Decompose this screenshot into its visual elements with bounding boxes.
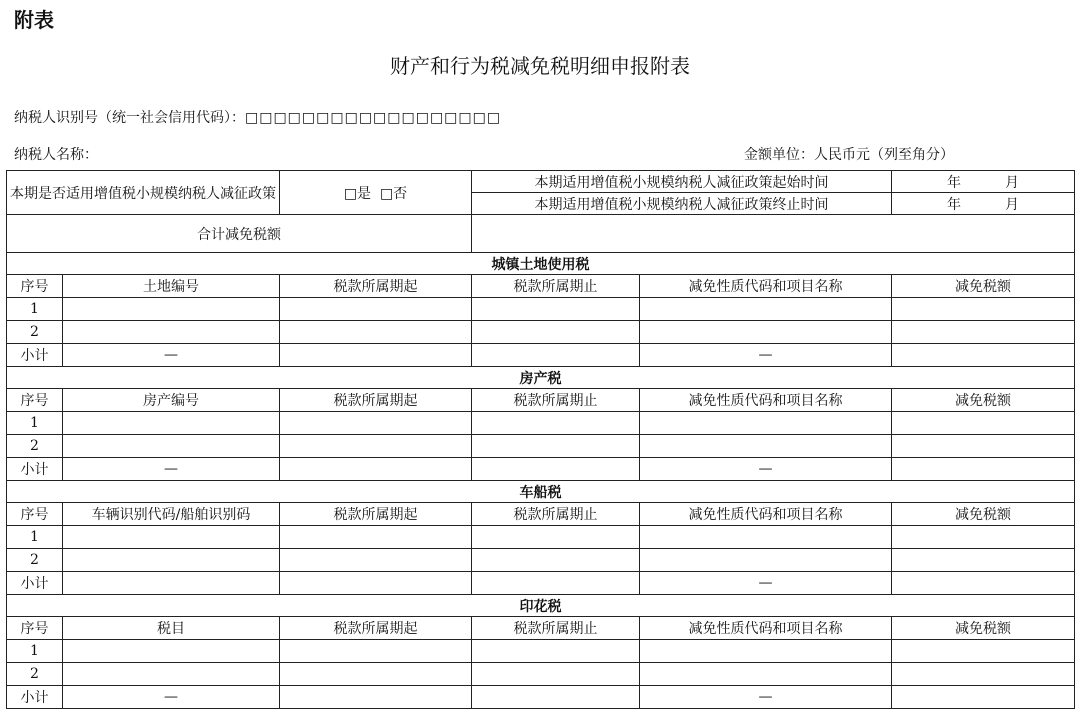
policy-end-date[interactable] bbox=[892, 193, 1075, 215]
subtotal-row bbox=[7, 686, 1075, 709]
policy-question: 本期是否适用增值税小规模纳税人减征政策 bbox=[7, 171, 280, 215]
subtotal-label: 小计 bbox=[7, 572, 63, 595]
input-cell bbox=[63, 572, 280, 595]
column-header: 税款所属期起 bbox=[280, 617, 472, 640]
column-header: 减免性质代码和项目名称 bbox=[640, 617, 892, 640]
input-cell[interactable] bbox=[640, 412, 892, 435]
input-cell[interactable] bbox=[640, 526, 892, 549]
column-header: 减免税额 bbox=[892, 503, 1075, 526]
table-row bbox=[7, 412, 1075, 435]
input-cell[interactable] bbox=[63, 412, 280, 435]
input-cell[interactable] bbox=[892, 435, 1075, 458]
table-row bbox=[7, 640, 1075, 663]
section-title: 城镇土地使用税 bbox=[7, 253, 1075, 275]
year-label: 年 bbox=[947, 196, 961, 213]
table-row bbox=[7, 663, 1075, 686]
column-header: 序号 bbox=[7, 275, 63, 298]
month-label: 月 bbox=[1005, 196, 1019, 213]
input-cell[interactable] bbox=[892, 663, 1075, 686]
input-cell[interactable] bbox=[280, 298, 472, 321]
input-cell[interactable] bbox=[280, 663, 472, 686]
section-header-row bbox=[7, 617, 1075, 640]
subtotal-label: 小计 bbox=[7, 686, 63, 709]
input-cell[interactable] bbox=[280, 572, 472, 595]
subtotal-label: 小计 bbox=[7, 458, 63, 481]
section-header-row bbox=[7, 503, 1075, 526]
policy-end-label: 本期适用增值税小规模纳税人减征政策终止时间 bbox=[472, 193, 892, 215]
input-cell[interactable] bbox=[472, 526, 640, 549]
section-title-row bbox=[7, 481, 1075, 503]
section-title: 房产税 bbox=[7, 367, 1075, 389]
dash-cell: — bbox=[640, 458, 892, 481]
section-header-row bbox=[7, 389, 1075, 412]
table-row bbox=[7, 298, 1075, 321]
dash-cell: — bbox=[640, 344, 892, 367]
policy-options bbox=[280, 171, 472, 215]
table-row bbox=[7, 321, 1075, 344]
input-cell[interactable] bbox=[640, 321, 892, 344]
section-title: 印花税 bbox=[7, 595, 1075, 617]
input-cell[interactable] bbox=[472, 435, 640, 458]
taxpayer-id-boxes[interactable]: □□□□□□□□□□□□□□□□□□ bbox=[245, 110, 502, 126]
policy-yes-checkbox[interactable]: □是 bbox=[343, 185, 372, 202]
input-cell[interactable] bbox=[280, 458, 472, 481]
input-cell[interactable] bbox=[472, 549, 640, 572]
dash-cell: — bbox=[63, 458, 280, 481]
column-header: 减免税额 bbox=[892, 275, 1075, 298]
input-cell[interactable] bbox=[472, 321, 640, 344]
column-header: 税款所属期起 bbox=[280, 503, 472, 526]
row-number: 2 bbox=[7, 549, 63, 572]
input-cell[interactable] bbox=[472, 686, 640, 709]
input-cell[interactable] bbox=[472, 412, 640, 435]
taxpayer-name-label: 纳税人名称： bbox=[14, 147, 98, 163]
input-cell[interactable] bbox=[892, 412, 1075, 435]
section-header-row bbox=[7, 275, 1075, 298]
policy-start-date[interactable] bbox=[892, 171, 1075, 193]
row-number: 1 bbox=[7, 298, 63, 321]
input-cell[interactable] bbox=[640, 640, 892, 663]
input-cell[interactable] bbox=[280, 435, 472, 458]
column-header: 税款所属期起 bbox=[280, 389, 472, 412]
column-header: 税目 bbox=[63, 617, 280, 640]
column-header: 税款所属期止 bbox=[472, 275, 640, 298]
subtotal-amount[interactable] bbox=[892, 572, 1075, 595]
input-cell[interactable] bbox=[472, 640, 640, 663]
section-title: 车船税 bbox=[7, 481, 1075, 503]
row-number: 1 bbox=[7, 640, 63, 663]
subtotal-row bbox=[7, 572, 1075, 595]
column-header: 土地编号 bbox=[63, 275, 280, 298]
input-cell[interactable] bbox=[892, 640, 1075, 663]
input-cell[interactable] bbox=[280, 549, 472, 572]
input-cell[interactable] bbox=[280, 344, 472, 367]
column-header: 序号 bbox=[7, 503, 63, 526]
subtotal-row bbox=[7, 344, 1075, 367]
column-header: 税款所属期止 bbox=[472, 617, 640, 640]
total-reduction-label: 合计减免税额 bbox=[7, 215, 472, 253]
policy-start-label: 本期适用增值税小规模纳税人减征政策起始时间 bbox=[472, 171, 892, 193]
input-cell[interactable] bbox=[892, 321, 1075, 344]
column-header: 税款所属期起 bbox=[280, 275, 472, 298]
input-cell[interactable] bbox=[280, 526, 472, 549]
dash-cell: — bbox=[640, 686, 892, 709]
input-cell[interactable] bbox=[892, 526, 1075, 549]
input-cell[interactable] bbox=[280, 640, 472, 663]
subtotal-label: 小计 bbox=[7, 344, 63, 367]
input-cell[interactable] bbox=[63, 549, 280, 572]
column-header: 车辆识别代码/船舶识别码 bbox=[63, 503, 280, 526]
input-cell[interactable] bbox=[472, 458, 640, 481]
policy-no-checkbox[interactable]: □否 bbox=[379, 185, 408, 202]
subtotal-amount[interactable] bbox=[892, 458, 1075, 481]
column-header: 减免性质代码和项目名称 bbox=[640, 503, 892, 526]
input-cell[interactable] bbox=[472, 344, 640, 367]
input-cell[interactable] bbox=[640, 298, 892, 321]
input-cell[interactable] bbox=[63, 526, 280, 549]
year-label: 年 bbox=[947, 174, 961, 191]
input-cell[interactable] bbox=[63, 298, 280, 321]
input-cell[interactable] bbox=[280, 321, 472, 344]
total-reduction-value[interactable] bbox=[472, 215, 1075, 253]
table-row bbox=[7, 435, 1075, 458]
column-header: 减免税额 bbox=[892, 389, 1075, 412]
section-title-row bbox=[7, 595, 1075, 617]
input-cell[interactable] bbox=[640, 549, 892, 572]
column-header: 税款所属期止 bbox=[472, 389, 640, 412]
input-cell[interactable] bbox=[472, 572, 640, 595]
month-label: 月 bbox=[1005, 174, 1019, 191]
input-cell[interactable] bbox=[640, 435, 892, 458]
taxpayer-id-row bbox=[14, 107, 501, 127]
input-cell[interactable] bbox=[63, 321, 280, 344]
amount-unit-note: 金额单位：人民币元（列至角分） bbox=[744, 147, 954, 163]
table-row bbox=[7, 526, 1075, 549]
table-row bbox=[7, 549, 1075, 572]
input-cell[interactable] bbox=[472, 663, 640, 686]
form-title: 财产和行为税减免税明细申报附表 bbox=[390, 54, 690, 78]
row-number: 2 bbox=[7, 435, 63, 458]
section-title-row bbox=[7, 253, 1075, 275]
column-header: 减免税额 bbox=[892, 617, 1075, 640]
row-number: 1 bbox=[7, 526, 63, 549]
input-cell[interactable] bbox=[892, 549, 1075, 572]
input-cell[interactable] bbox=[472, 298, 640, 321]
input-cell[interactable] bbox=[280, 686, 472, 709]
input-cell[interactable] bbox=[63, 435, 280, 458]
subtotal-amount[interactable] bbox=[892, 686, 1075, 709]
column-header: 序号 bbox=[7, 389, 63, 412]
column-header: 序号 bbox=[7, 617, 63, 640]
appendix-label: 附表 bbox=[14, 8, 54, 32]
subtotal-row bbox=[7, 458, 1075, 481]
taxpayer-id-label: 纳税人识别号（统一社会信用代码）： bbox=[14, 110, 245, 126]
input-cell[interactable] bbox=[640, 663, 892, 686]
row-number: 1 bbox=[7, 412, 63, 435]
row-number: 2 bbox=[7, 321, 63, 344]
section-title-row bbox=[7, 367, 1075, 389]
subtotal-amount[interactable] bbox=[892, 344, 1075, 367]
dash-cell: — bbox=[63, 344, 280, 367]
column-header: 税款所属期止 bbox=[472, 503, 640, 526]
column-header: 房产编号 bbox=[63, 389, 280, 412]
dash-cell: — bbox=[63, 686, 280, 709]
dash-cell: — bbox=[640, 572, 892, 595]
input-cell[interactable] bbox=[892, 298, 1075, 321]
row-number: 2 bbox=[7, 663, 63, 686]
input-cell[interactable] bbox=[280, 412, 472, 435]
column-header: 减免性质代码和项目名称 bbox=[640, 389, 892, 412]
input-cell[interactable] bbox=[63, 663, 280, 686]
column-header: 减免性质代码和项目名称 bbox=[640, 275, 892, 298]
input-cell[interactable] bbox=[63, 640, 280, 663]
detail-table bbox=[6, 170, 1075, 709]
